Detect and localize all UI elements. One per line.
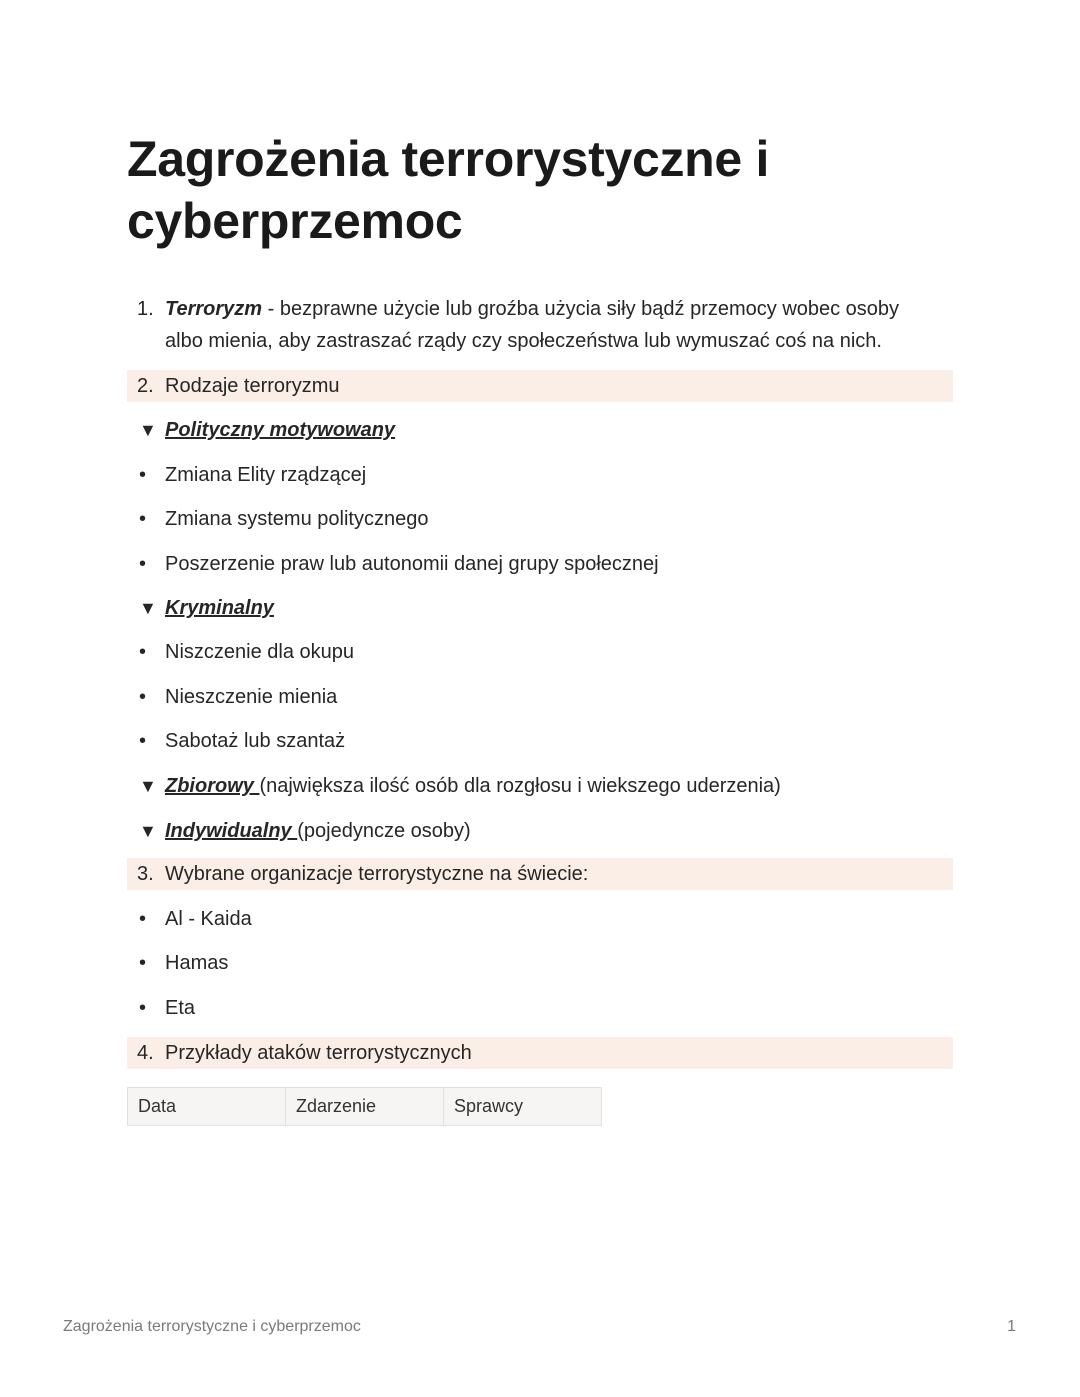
bullet-icon: • [139,464,147,486]
toggle-content [165,770,953,802]
definition-line-2: albo mienia, aby zastraszać rządy czy społeczeństwa lub wymuszać coś na nich. [165,330,882,352]
list-item-text: Sabotaż lub szantaż [165,730,346,752]
section-1 [127,293,953,357]
term: Terroryzm [165,298,263,320]
bullet-icon: • [139,553,147,575]
toggle-label: Zbiorowy [165,775,260,797]
bullet-icon: • [139,730,147,752]
table-header-row [128,1088,602,1126]
section-heading: Rodzaje terroryzmu [165,375,340,397]
toggle-note: (pojedyncze osoby) [297,820,471,842]
table-header-cell[interactable]: Zdarzenie [286,1088,444,1126]
footer-title: Zagrożenia terrorystyczne i cyberprzemoc [63,1318,361,1335]
page-title: Zagrożenia terrorystyczne i cyberprzemoc [127,131,770,249]
toggle-arrow-icon[interactable]: ▼ [139,776,157,796]
definition-line-1: - bezprawne użycie lub groźba użycia siły bądź przemocy wobec osoby [262,298,900,320]
definition [165,293,953,357]
section-number: 3. [137,863,154,885]
list-item-text: Eta [165,997,196,1019]
section-3-heading [127,858,953,890]
list-item-text: Al - Kaida [165,908,252,930]
list-item-text: Zmiana Elity rządzącej [165,464,367,486]
section-number: 2. [137,375,154,397]
bullet-icon: • [139,641,147,663]
section-number: 4. [137,1042,154,1064]
list-item-text: Hamas [165,952,229,974]
table-header-cell[interactable]: Sprawcy [444,1088,602,1126]
toggle-arrow-icon[interactable]: ▼ [139,420,157,440]
toggle-label: Indywidualny [165,820,298,842]
bullet-icon: • [139,952,147,974]
attacks-table [127,1087,602,1126]
bullet-icon: • [139,908,147,930]
bullet-icon: • [139,508,147,530]
toggle-note: (największa ilość osób dla rozgłosu i wiekszego uderzenia) [259,775,781,797]
list-item-text: Niszczenie dla okupu [165,641,354,663]
toggle-content [165,815,953,847]
page-number: 1 [1007,1318,1016,1335]
toggle-label: Kryminalny [165,597,274,619]
section-2-heading [127,370,953,402]
section-number: 1. [137,298,154,320]
section-4-heading [127,1037,953,1069]
bullet-icon: • [139,997,147,1019]
list-item-text: Nieszczenie mienia [165,686,338,708]
table-header-cell[interactable]: Data [128,1088,286,1126]
list-item-text: Poszerzenie praw lub autonomii danej grupy społecznej [165,553,659,575]
list-item-text: Zmiana systemu politycznego [165,508,429,530]
section-heading: Wybrane organizacje terrorystyczne na świecie: [165,863,589,885]
section-heading: Przykłady ataków terrorystycznych [165,1042,472,1064]
toggle-arrow-icon[interactable]: ▼ [139,598,157,618]
bullet-icon: • [139,686,147,708]
toggle-arrow-icon[interactable]: ▼ [139,821,157,841]
toggle-label: Polityczny motywowany [165,419,396,441]
